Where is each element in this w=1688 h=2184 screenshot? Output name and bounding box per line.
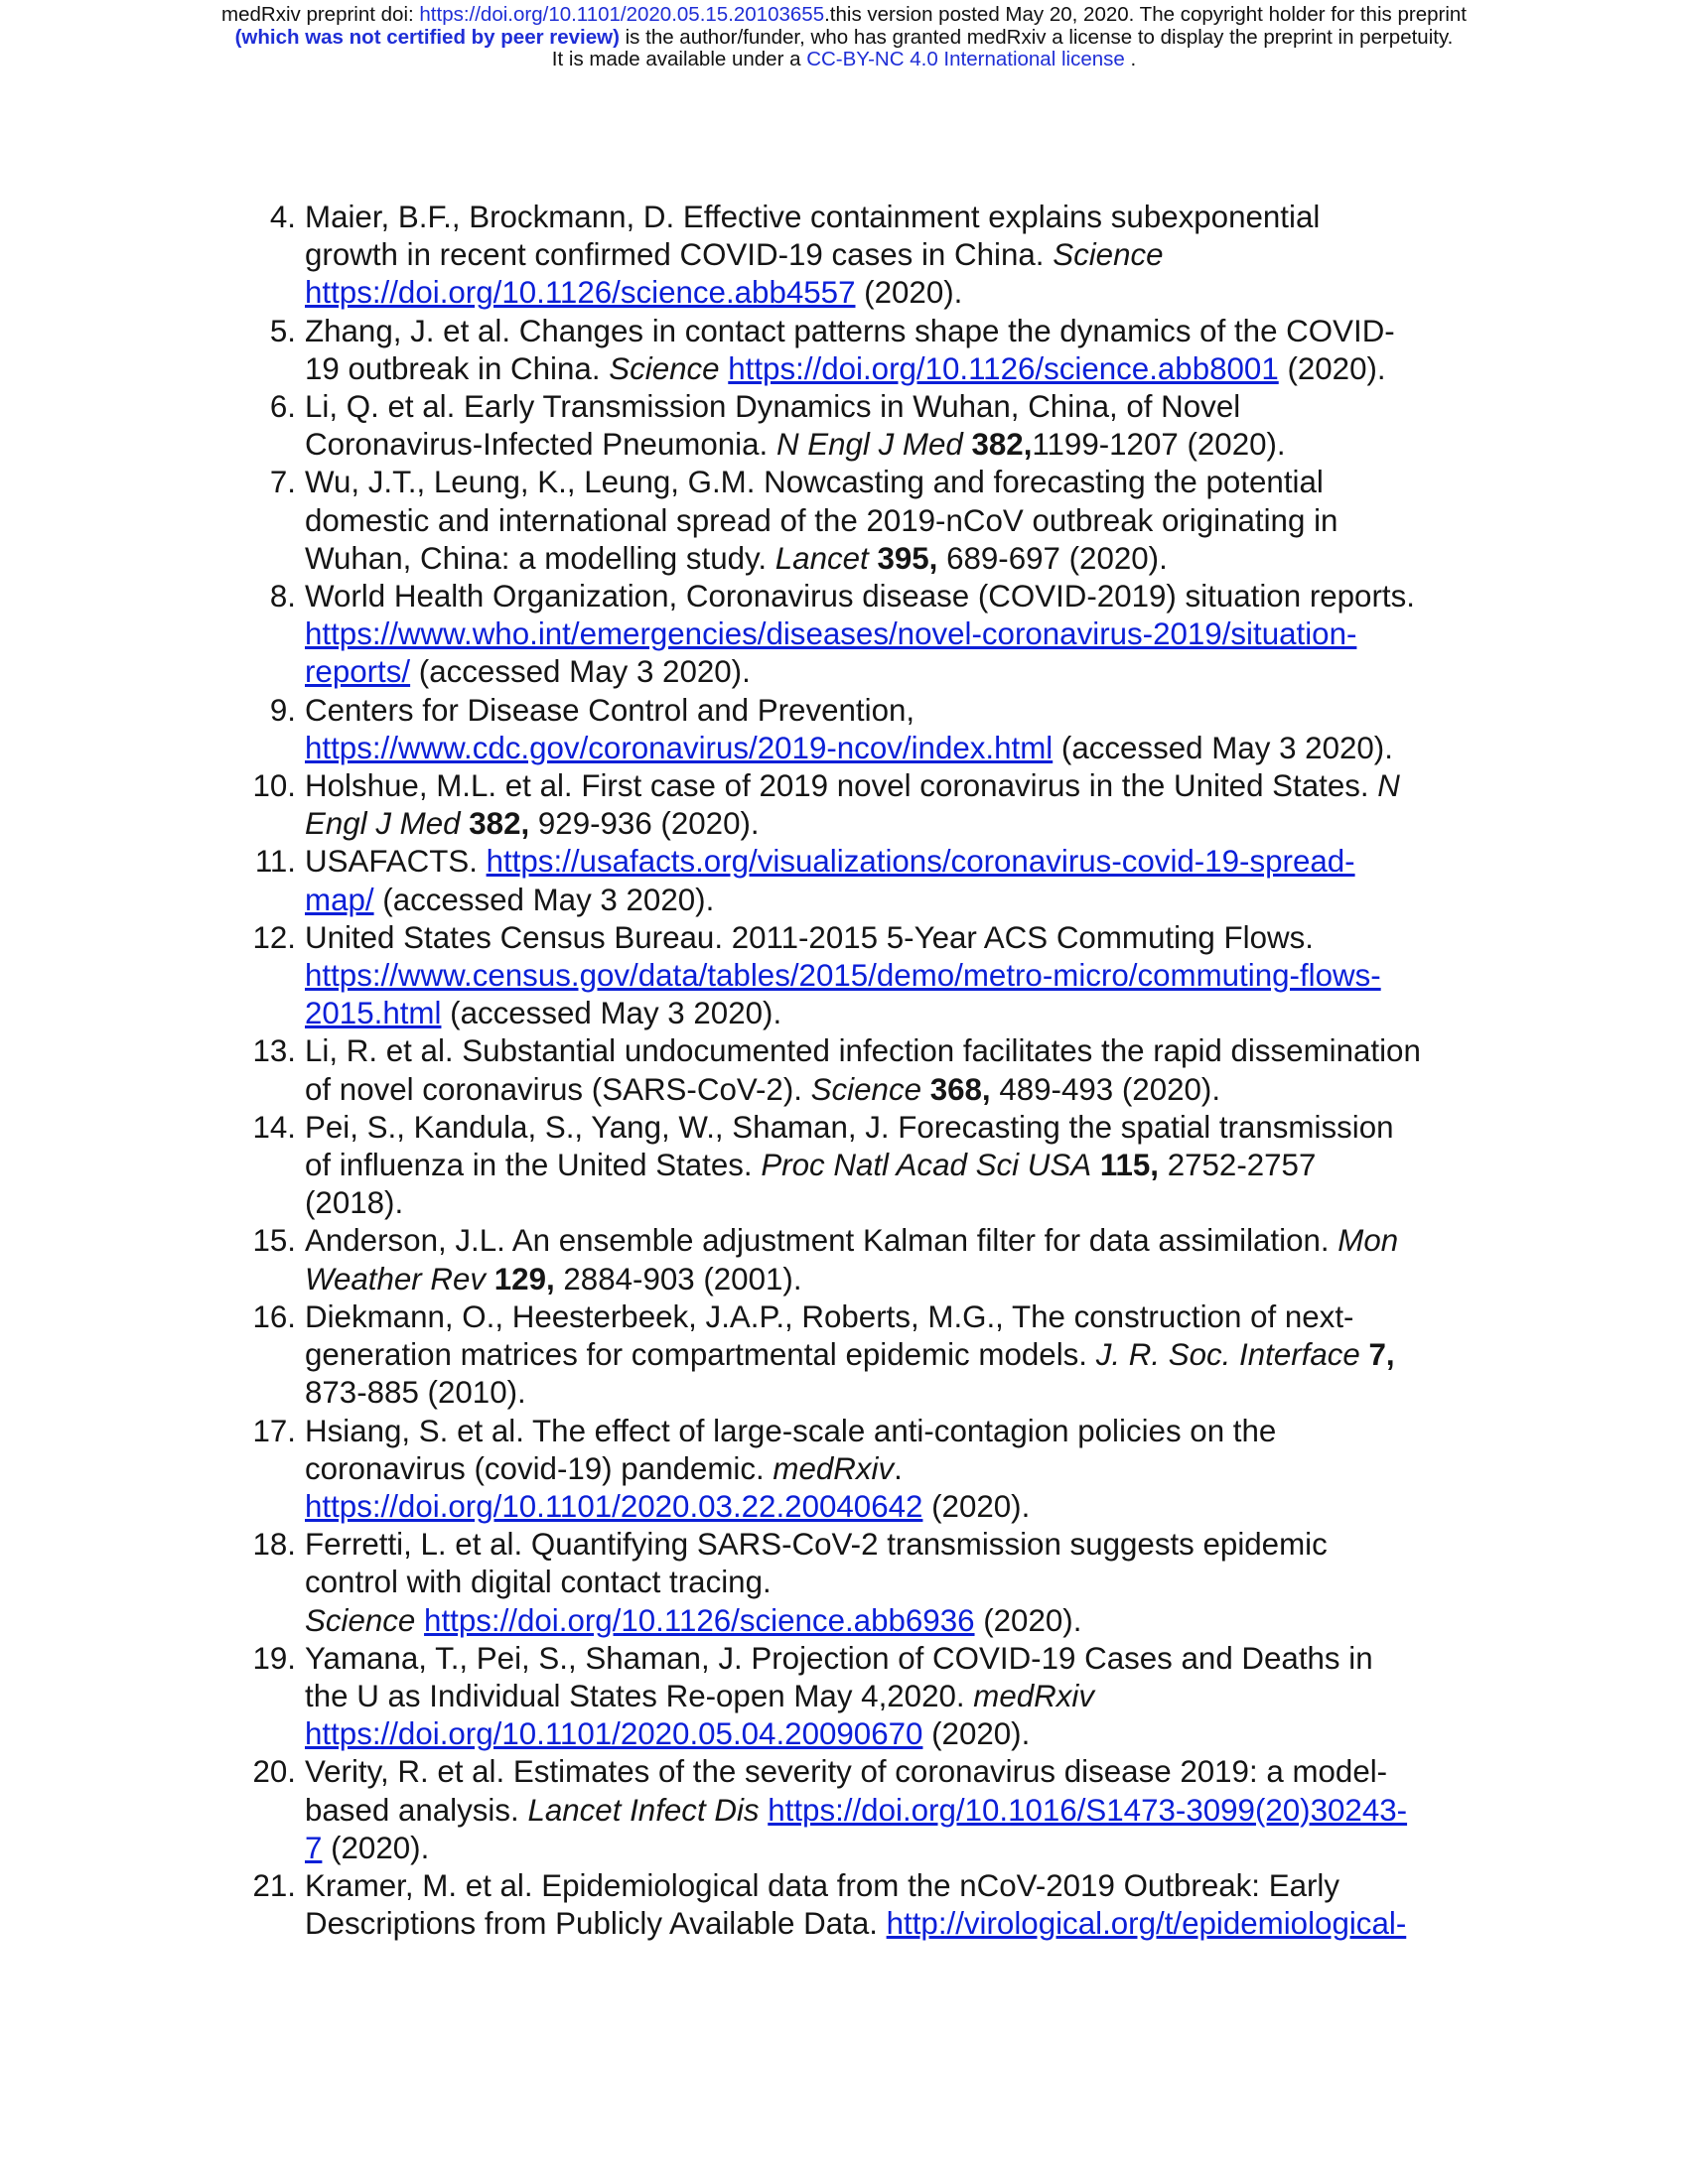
reference-text xyxy=(296,919,1495,1033)
reference-item xyxy=(244,1640,1495,1754)
reference-text xyxy=(296,1640,1495,1754)
reference-link[interactable]: https://usafacts.org/visualizations/coronavirus-covid-19-spread- map/ xyxy=(305,844,1355,917)
reference-text xyxy=(296,464,1495,578)
reference-text xyxy=(296,1109,1495,1223)
reference-link[interactable]: https://doi.org/10.1126/science.abb8001 xyxy=(728,350,1279,386)
reference-item xyxy=(244,1867,1495,1943)
reference-number: 11. xyxy=(254,844,296,880)
reference-journal: Science xyxy=(810,1071,921,1107)
reference-list xyxy=(244,199,1495,1943)
reference-number: 21. xyxy=(252,1867,296,1903)
reference-segment: (accessed May 3 2020). xyxy=(441,996,782,1031)
reference-item xyxy=(244,313,1495,388)
reference-journal: Lancet xyxy=(774,540,869,576)
reference-segment: 2752-2757 (2018). xyxy=(305,1148,1317,1221)
reference-journal: medRxiv xyxy=(773,1450,895,1486)
reference-volume: 7, xyxy=(1368,1337,1395,1373)
reference-link[interactable]: https://www.who.int/emergencies/diseases/novel-coronavirus-2019/situation- reports/ xyxy=(305,616,1357,690)
reference-segment: Li, Q. et al. Early Transmission Dynamics in Wuhan, China, of Novel Coronavirus-Infected Pneumonia. xyxy=(305,389,1241,463)
reference-segment: (2020). xyxy=(855,275,963,311)
reference-item xyxy=(244,1526,1495,1640)
reference-text xyxy=(296,1222,1495,1297)
reference-link[interactable]: https://doi.org/10.1126/science.abb4557 xyxy=(305,275,856,311)
reference-text xyxy=(296,692,1495,767)
reference-segment: 873-885 (2010). xyxy=(305,1375,526,1411)
banner-available-text: It is made available under a xyxy=(551,48,807,70)
reference-journal: N Engl J Med xyxy=(305,768,1400,842)
reference-number: 12. xyxy=(252,919,296,955)
reference-journal: Science xyxy=(1053,237,1164,273)
reference-number: 8. xyxy=(269,579,296,614)
reference-text xyxy=(296,1526,1495,1640)
reference-item xyxy=(244,1222,1495,1297)
reference-segment: 2884-903 (2001). xyxy=(554,1261,802,1297)
reference-item xyxy=(244,1413,1495,1527)
reference-volume: 129, xyxy=(493,1261,555,1297)
reference-segment: (2020). xyxy=(974,1602,1082,1638)
banner-license-link[interactable]: CC-BY-NC 4.0 International license xyxy=(806,48,1125,70)
reference-volume: 382, xyxy=(971,427,1033,463)
reference-segment xyxy=(963,427,972,462)
reference-item xyxy=(244,767,1495,843)
banner-license-text: is the author/funder, who has granted medRxiv a license to display the preprint in perpetuity. xyxy=(619,25,1454,49)
reference-segment: Li, R. et al. Substantial undocumented infection facilitates the rapid dissemination of novel coronavirus (SARS-CoV-2). xyxy=(305,1033,1421,1107)
reference-segment: Kramer, M. et al. Epidemiological data from the nCoV-2019 Outbreak: Early Descriptions from Publicly Available Data. xyxy=(305,1867,1339,1942)
reference-item xyxy=(244,199,1495,313)
reference-text xyxy=(296,767,1495,843)
reference-text xyxy=(296,1032,1495,1108)
reference-segment: (2020). xyxy=(322,1830,430,1865)
reference-segment: (2020). xyxy=(922,1716,1031,1752)
reference-journal: Science xyxy=(305,1602,416,1638)
reference-segment: (2020). xyxy=(1278,350,1386,386)
reference-segment: . xyxy=(894,1450,903,1486)
reference-volume: 368, xyxy=(929,1071,991,1107)
reference-item xyxy=(244,388,1495,464)
reference-journal: Science xyxy=(609,350,720,386)
reference-segment: Pei, S., Kandula, S., Yang, W., Shaman, J. Forecasting the spatial transmission of influenza in the United States. xyxy=(305,1109,1394,1183)
reference-segment xyxy=(415,1603,424,1638)
reference-number: 17. xyxy=(252,1413,296,1448)
reference-item xyxy=(244,578,1495,692)
preprint-banner xyxy=(0,4,1688,71)
reference-segment xyxy=(1091,1148,1100,1182)
reference-segment: 1199-1207 (2020). xyxy=(1032,427,1286,463)
reference-volume: 115, xyxy=(1099,1148,1159,1183)
reference-segment: (accessed May 3 2020). xyxy=(410,654,751,690)
banner-period: . xyxy=(1124,48,1137,70)
reference-segment: Maier, B.F., Brockmann, D. Effective containment explains subexponential growth in recent confirmed COVID-19 cases in China. xyxy=(305,200,1321,273)
reference-segment: United States Census Bureau. 2011-2015 5-Year ACS Commuting Flows. xyxy=(305,919,1314,955)
reference-text xyxy=(296,1413,1495,1527)
reference-segment: (2020). xyxy=(922,1488,1031,1524)
reference-segment: (accessed May 3 2020). xyxy=(373,882,715,917)
reference-number: 16. xyxy=(252,1298,296,1334)
reference-number: 15. xyxy=(252,1223,296,1259)
reference-text xyxy=(296,1753,1495,1867)
reference-journal: N Engl J Med xyxy=(775,427,963,463)
reference-text xyxy=(296,1867,1495,1943)
reference-link[interactable]: https://doi.org/10.1101/2020.03.22.20040642 xyxy=(305,1488,923,1524)
reference-number: 19. xyxy=(252,1640,296,1676)
reference-segment: 689-697 (2020). xyxy=(937,540,1168,576)
reference-text xyxy=(296,578,1495,692)
reference-link[interactable]: https://doi.org/10.1126/science.abb6936 xyxy=(424,1602,975,1638)
reference-segment xyxy=(720,351,729,386)
reference-number: 6. xyxy=(269,389,296,425)
reference-journal: J. R. Soc. Interface xyxy=(1095,1337,1360,1373)
reference-number: 10. xyxy=(252,768,296,804)
reference-link[interactable]: http://virological.org/t/epidemiological- xyxy=(886,1906,1407,1942)
reference-link[interactable]: https://www.cdc.gov/coronavirus/2019-ncov/index.html xyxy=(305,730,1054,765)
reference-item xyxy=(244,843,1495,918)
reference-segment: Ferretti, L. et al. Quantifying SARS-CoV-2 transmission suggests epidemic control with digital contact tracing. xyxy=(305,1527,1328,1600)
reference-volume: 382, xyxy=(469,806,530,842)
banner-peer-review: (which was not certified by peer review) xyxy=(234,25,620,49)
reference-segment xyxy=(486,1262,494,1297)
reference-number: 20. xyxy=(252,1754,296,1790)
reference-segment xyxy=(760,1793,769,1828)
reference-item xyxy=(244,1753,1495,1867)
banner-doi-prefix: medRxiv preprint doi: xyxy=(221,3,420,26)
banner-doi-link[interactable]: https://doi.org/10.1101/2020.05.15.20103655 xyxy=(419,3,825,26)
reference-link[interactable]: https://doi.org/10.1016/S1473-3099(20)30243- 7 xyxy=(305,1792,1408,1865)
reference-segment: (accessed May 3 2020). xyxy=(1053,730,1393,765)
reference-text xyxy=(296,313,1495,388)
reference-number: 13. xyxy=(252,1033,296,1069)
reference-number: 18. xyxy=(252,1527,296,1563)
reference-segment: USAFACTS. xyxy=(305,844,487,880)
reference-journal: Lancet Infect Dis xyxy=(527,1792,760,1828)
reference-item xyxy=(244,692,1495,767)
reference-segment: Hsiang, S. et al. The effect of large-scale anti-contagion policies on the coronavirus (covid-19) pandemic. xyxy=(305,1413,1277,1486)
reference-text xyxy=(296,843,1495,918)
reference-number: 7. xyxy=(269,465,296,500)
reference-item xyxy=(244,1298,1495,1413)
reference-segment: Centers for Disease Control and Prevention, xyxy=(305,692,915,728)
reference-text xyxy=(296,199,1495,313)
reference-number: 9. xyxy=(269,692,296,728)
reference-item xyxy=(244,1032,1495,1108)
reference-segment: World Health Organization, Coronavirus disease (COVID-2019) situation reports. xyxy=(305,579,1415,614)
reference-item xyxy=(244,464,1495,578)
banner-line-1 xyxy=(0,4,1688,27)
reference-journal: Mon Weather Rev xyxy=(305,1223,1399,1297)
reference-segment: Zhang, J. et al. Changes in contact patterns shape the dynamics of the COVID- 19 outbreak in China. xyxy=(305,313,1395,386)
reference-segment: 489-493 (2020). xyxy=(990,1071,1221,1107)
reference-segment: Diekmann, O., Heesterbeek, J.A.P., Roberts, M.G., The construction of next- generation matrices for compartmental epidemic models. xyxy=(305,1298,1354,1373)
reference-segment xyxy=(1360,1337,1369,1372)
banner-posted-text: .this version posted May 20, 2020. The copyright holder for this preprint xyxy=(824,3,1467,26)
banner-line-2 xyxy=(0,27,1688,50)
reference-item xyxy=(244,919,1495,1033)
banner-line-3 xyxy=(0,49,1688,71)
reference-journal: medRxiv xyxy=(973,1678,1095,1713)
reference-segment: Anderson, J.L. An ensemble adjustment Kalman filter for data assimilation. xyxy=(305,1223,1338,1259)
reference-item xyxy=(244,1109,1495,1223)
reference-text xyxy=(296,1298,1495,1413)
reference-segment: Wu, J.T., Leung, K., Leung, G.M. Nowcasting and forecasting the potential domestic and international spread of the 2019-nCoV outbreak originating in Wuhan, China: a modelling study. xyxy=(305,465,1338,576)
reference-number: 14. xyxy=(252,1109,296,1145)
reference-segment: Yamana, T., Pei, S., Shaman, J. Projection of COVID-19 Cases and Deaths in the U as Individual States Re-open May 4,2020. xyxy=(305,1640,1373,1713)
reference-segment: 929-936 (2020). xyxy=(529,806,760,842)
reference-segment: Holshue, M.L. et al. First case of 2019 novel coronavirus in the United States. xyxy=(305,768,1378,804)
reference-link[interactable]: https://www.census.gov/data/tables/2015/demo/metro-micro/commuting-flows- 2015.html xyxy=(305,958,1381,1031)
reference-volume: 395, xyxy=(877,540,938,576)
reference-text xyxy=(296,388,1495,464)
reference-segment xyxy=(921,1072,930,1107)
reference-segment xyxy=(461,806,470,841)
reference-number: 4. xyxy=(269,200,296,234)
reference-link[interactable]: https://doi.org/10.1101/2020.05.04.20090670 xyxy=(305,1716,923,1752)
reference-journal: Proc Natl Acad Sci USA xyxy=(761,1148,1092,1183)
reference-number: 5. xyxy=(269,313,296,348)
reference-segment: Verity, R. et al. Estimates of the severity of coronavirus disease 2019: a model- based analysis. xyxy=(305,1754,1388,1828)
